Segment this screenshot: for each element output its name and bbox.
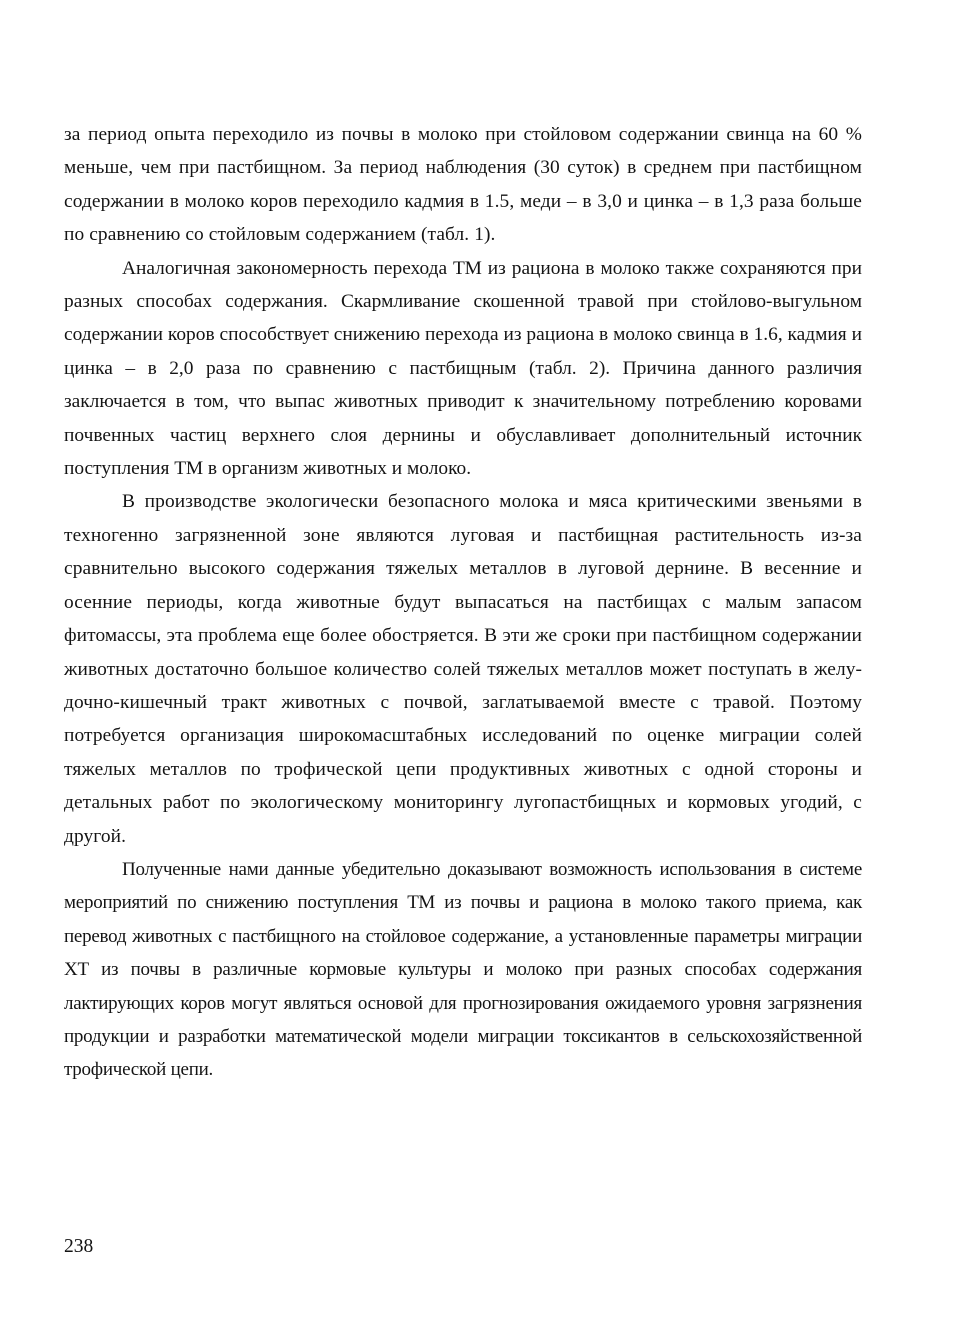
page-body xyxy=(64,118,862,1087)
paragraph-1: за период опыта переходило из почвы в молоко при стойловом содержании свинца на 60 % меньше, чем при пастбищном. За период наблюдения (30 суток) в среднем при пастбищном содержании в молоко коров переходило кадмия в 1.5, меди – в 3,0 и цинка – в 1,3 раза больше по сравнению со стойловым содержанием (табл. 1). xyxy=(64,124,862,246)
page-number: 238 xyxy=(64,1236,94,1257)
paragraph-3: В производстве экологически безопасного молока и мяса критическими звеньями в техногенно загрязненной зоне являются луговая и пастбищная растительность из-за сравнительно высокого содержания тяжелых металлов в луговой дернине. В весенние и осенние периоды, когда животные будут выпасаться на пастбищах с малым запасом фитомассы, эта проблема еще более обостряется. В эти же сроки при пастбищном содержании животных достаточно большое количество солей тяжелых металлов может поступать в желудочно-кишечный тракт животных с почвой, заглатываемой вместе с травой. Поэтому потребуется организация широкомасштабных исследований по оценке миграции солей тяжелых металлов по трофической цепи продуктивных животных с одной стороны и детальных работ по экологическому мониторингу лугопастбищных и кормовых угодий, с другой. xyxy=(64,491,862,847)
paragraph-4: Полученные нами данные убедительно доказывают возможность использования в системе мероприятий по снижению поступления ТМ из почвы и рациона в молоко такого приема, как перевод животных с пастбищного на стойловое содержание, а установленные параметры миграции ХТ из почвы в различные кормовые культуры и молоко при разных способах содержания лактирующих коров могут являться основой для прогнозирования ожидаемого уровня загрязнения продукции и разработки математической модели миграции токсикантов в сельскохозяйственной трофической цепи. xyxy=(64,858,862,1081)
paragraph-2: Аналогичная закономерность перехода ТМ из рациона в молоко также сохраняются при разных способах содержания. Скармливание скошенной травой при стойлово-выгульном содержании коров способствует снижению перехода из рациона в молоко свинца в 1.6, кадмия и цинка – в 2,0 раза по сравнению с пастбищным (табл. 2). Причина данного различия заключается в том, что выпас животных приводит к значительному потреблению коровами почвенных частиц верхнего слоя дернины и обуславливает дополнительный источник поступления ТМ в организм животных и молоко. xyxy=(64,257,862,480)
